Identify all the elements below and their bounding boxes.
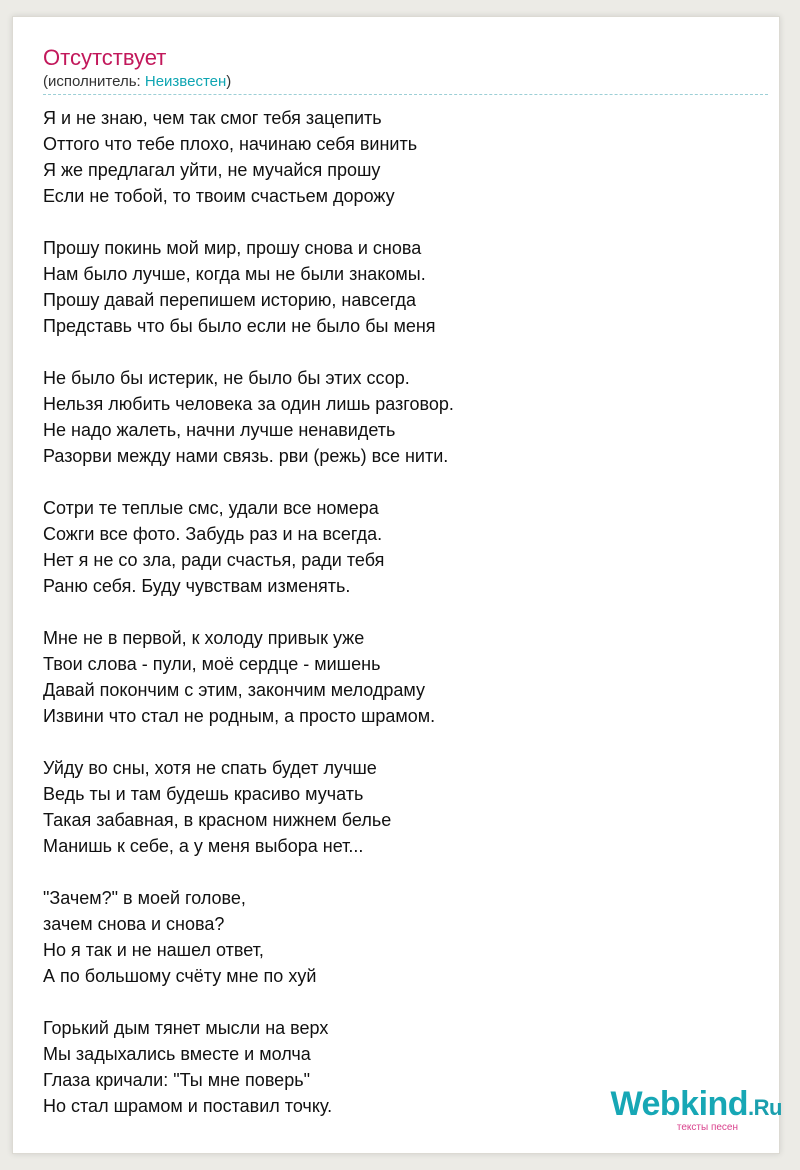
- lyric-line: Твои слова - пули, моё сердце - мишень: [43, 654, 381, 674]
- stanza: [43, 105, 763, 209]
- lyric-line: Не было бы истерик, не было бы этих ссор.: [43, 368, 410, 388]
- header-divider: [43, 94, 768, 95]
- stanza: [43, 625, 763, 729]
- lyric-line: Сожги все фото. Забудь раз и на всегда.: [43, 524, 383, 544]
- logo-tagline: тексты песен: [676, 1122, 738, 1133]
- lyric-line: Представь что бы было если не было бы меня: [43, 316, 436, 336]
- lyric-line: Извини что стал не родным, а просто шрамом.: [43, 706, 436, 726]
- artist-suffix: ): [226, 73, 232, 90]
- lyric-line: Не надо жалеть, начни лучше ненавидеть: [43, 420, 396, 440]
- stanza: [43, 755, 763, 859]
- song-title: Отсутствует: [43, 45, 167, 70]
- lyric-line: Давай покончим с этим, закончим мелодраму: [43, 680, 425, 700]
- lyric-line: Глаза кричали: "Ты мне поверь": [43, 1070, 310, 1090]
- artist-line: [43, 73, 231, 90]
- stanza: [43, 235, 763, 339]
- lyric-line: Нельзя любить человека за один лишь разговор.: [43, 394, 454, 414]
- lyric-line: Прошу покинь мой мир, прошу снова и снова: [43, 238, 422, 258]
- lyric-line: Нам было лучше, когда мы не были знакомы.: [43, 264, 426, 284]
- stanza: [43, 495, 763, 599]
- lyric-line: Уйду во сны, хотя не спать будет лучше: [43, 758, 377, 778]
- stanza: [43, 365, 763, 469]
- artist-link[interactable]: Неизвестен: [144, 73, 227, 90]
- lyric-line: Мы задыхались вместе и молча: [43, 1044, 311, 1064]
- site-logo[interactable]: [611, 1086, 783, 1133]
- lyric-line: Разорви между нами связь. рви (режь) все нити.: [43, 446, 449, 466]
- lyric-line: Ведь ты и там будешь красиво мучать: [43, 784, 364, 804]
- lyric-line: Манишь к себе, а у меня выбора нет...: [43, 836, 364, 856]
- logo-wordmark: [611, 1086, 783, 1126]
- lyric-line: Мне не в первой, к холоду привык уже: [43, 628, 365, 648]
- logo-word: Webkind: [610, 1085, 749, 1123]
- lyric-line: Я и не знаю, чем так смог тебя зацепить: [43, 108, 382, 128]
- lyric-line: Такая забавная, в красном нижнем белье: [43, 810, 392, 830]
- logo-tld: .Ru: [748, 1095, 782, 1120]
- artist-prefix: (исполнитель:: [43, 73, 145, 90]
- lyric-line: "Зачем?" в моей голове,: [43, 888, 246, 908]
- lyric-line: Прошу давай перепишем историю, навсегда: [43, 290, 417, 310]
- lyric-line: А по большому счёту мне по хуй: [43, 966, 317, 986]
- lyric-line: зачем снова и снова?: [43, 914, 225, 934]
- lyrics-body: [43, 105, 763, 1145]
- lyric-line: Но я так и не нашел ответ,: [43, 940, 264, 960]
- stanza: [43, 885, 763, 989]
- lyric-line: Горький дым тянет мысли на верх: [43, 1018, 329, 1038]
- lyric-line: Но стал шрамом и поставил точку.: [43, 1096, 333, 1116]
- lyric-line: Я же предлагал уйти, не мучайся прошу: [43, 160, 381, 180]
- lyric-line: Оттого что тебе плохо, начинаю себя винить: [43, 134, 418, 154]
- lyric-line: Нет я не со зла, ради счастья, ради тебя: [43, 550, 385, 570]
- lyric-line: Сотри те теплые смс, удали все номера: [43, 498, 379, 518]
- lyric-line: Раню себя. Буду чувствам изменять.: [43, 576, 351, 596]
- lyric-line: Если не тобой, то твоим счастьем дорожу: [43, 186, 395, 206]
- lyrics-card: [12, 16, 780, 1154]
